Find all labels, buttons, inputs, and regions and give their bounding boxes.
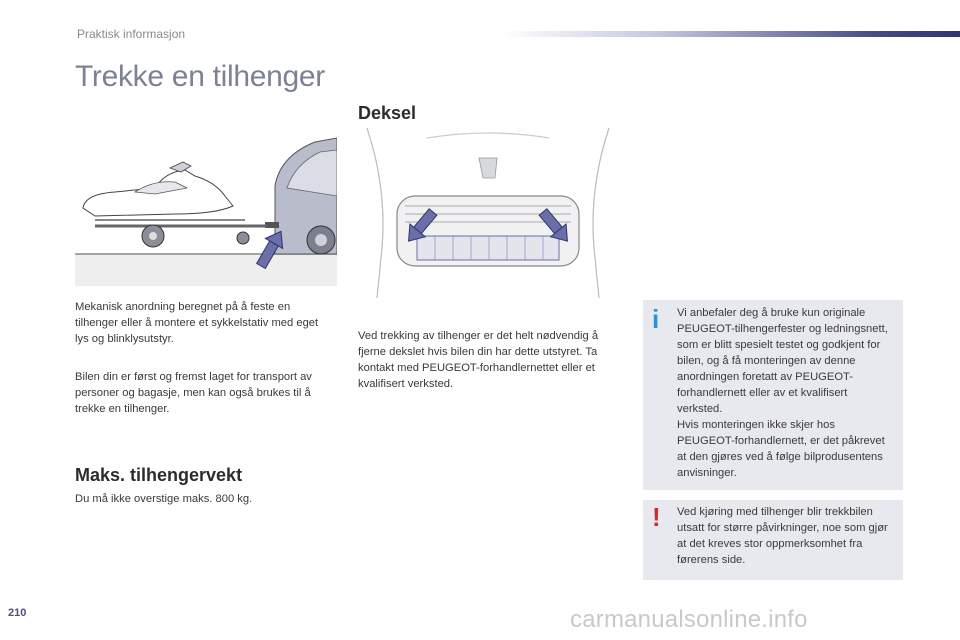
info-icon: i (652, 304, 660, 334)
intro-paragraph-1: Mekanisk anordning beregnet på å feste en tilhenger eller å montere et sykkelstativ med eget lys og blinklysutstyr. (75, 301, 319, 345)
intro-paragraph-2: Bilen din er først og fremst laget for transport av personer og bagasje, men kan også brukes til å trekke en tilhenger. (75, 371, 312, 415)
info-box (643, 300, 903, 490)
grille-cover-illustration (357, 128, 619, 298)
warning-box (643, 500, 903, 580)
page-title: Trekke en tilhenger (75, 60, 325, 93)
max-weight-text: Du må ikke overstige maks. 800 kg. (75, 493, 253, 505)
max-weight-heading: Maks. tilhengervekt (75, 465, 243, 485)
cover-text: Ved trekking av tilhenger er det helt nødvendig å fjerne dekslet hvis bilen din har dette utstyret. Ta kontakt med PEUGEOT-forhandlernettet eller et kvalifisert verksted. (358, 330, 599, 390)
header-gradient-bar (500, 31, 960, 37)
watermark: carmanualsonline.info (570, 606, 808, 633)
warning-icon: ! (652, 502, 661, 532)
trailer-jetski-illustration (75, 136, 337, 286)
warning-text: Ved kjøring med tilhenger blir trekkbilen utsatt for større påvirkninger, noe som gjør at det kreves stor oppmerksomhet fra førerens side. (677, 506, 888, 566)
page-number: 210 (8, 607, 27, 619)
info-paragraph-2: Hvis monteringen ikke skjer hos PEUGEOT-forhandlernett, er det påkrevet at den gjøres ved å følge bilprodusentens anvisninger. (677, 419, 885, 479)
cover-heading: Deksel (358, 103, 417, 123)
info-paragraph-1: Vi anbefaler deg å bruke kun originale PEUGEOT-tilhengerfester og ledningsnett, som er blitt spesielt testet og godkjent for bilen, og å få monteringen av denne anordningen foretatt av PEUGEOT-forhandlernett eller av et kvalifisert verksted. (677, 307, 888, 415)
section-label: Praktisk informasjon (77, 27, 186, 41)
